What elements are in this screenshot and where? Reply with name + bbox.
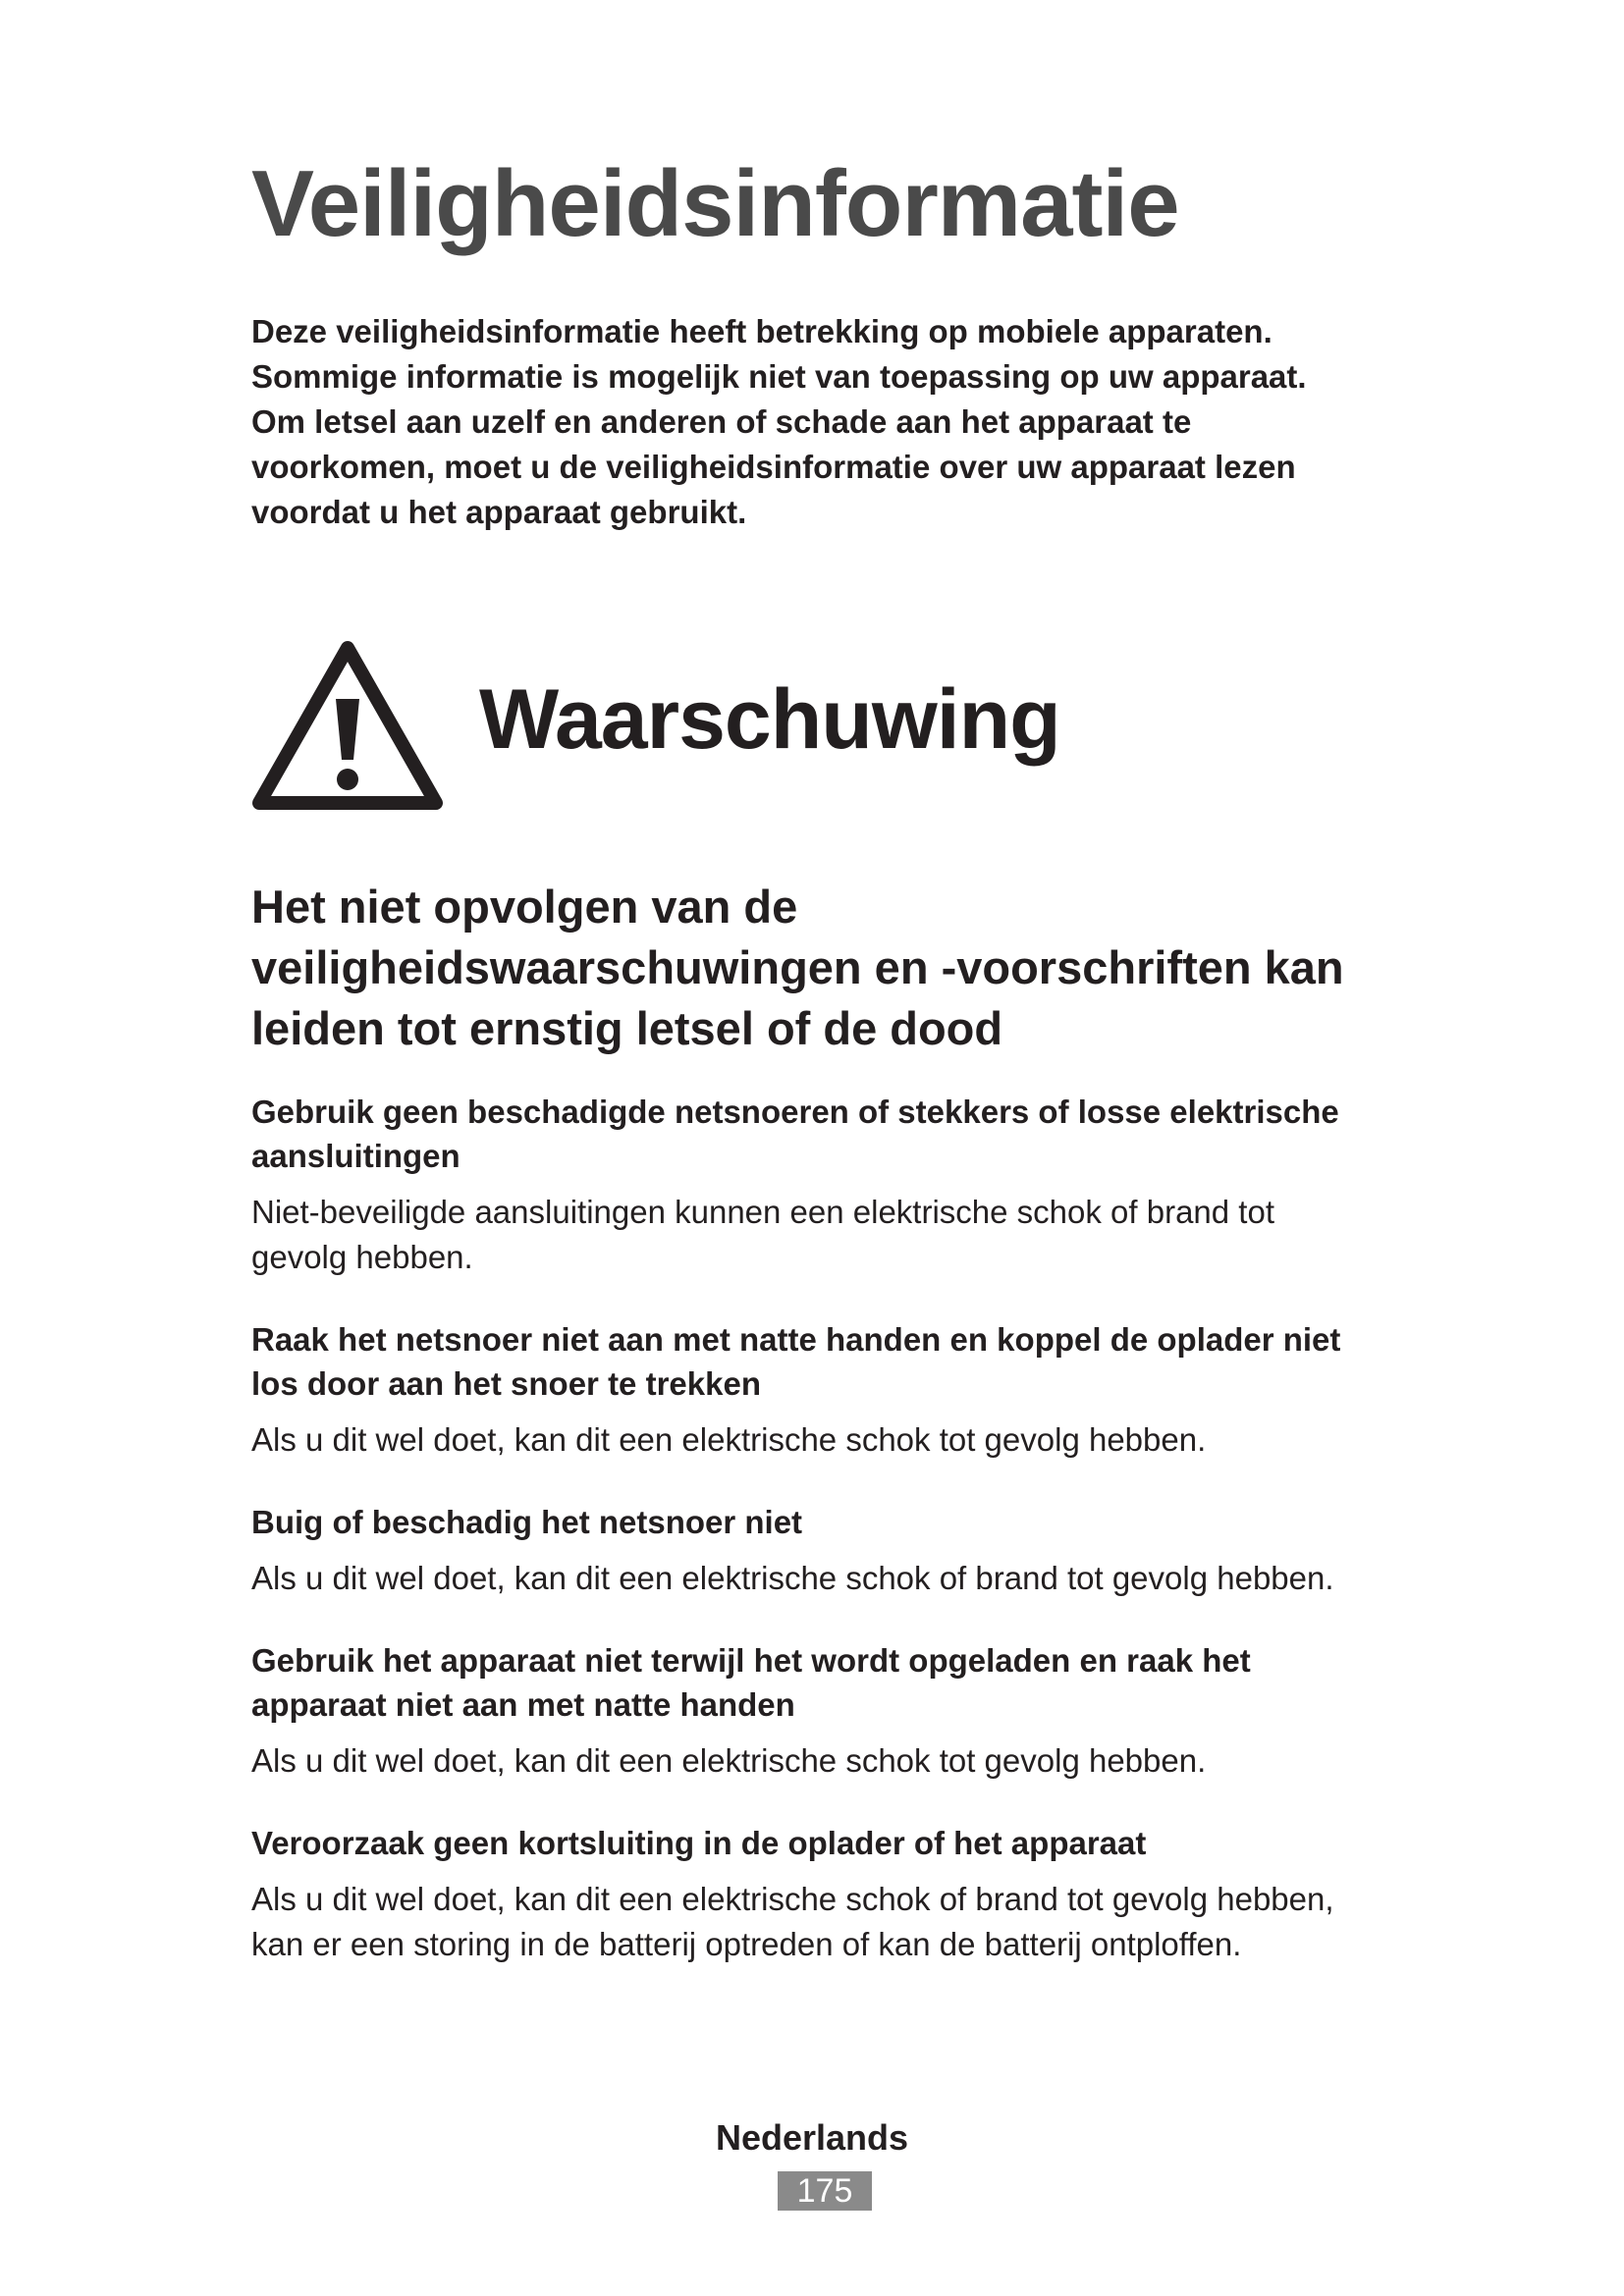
safety-rule bbox=[251, 1821, 1390, 1967]
rule-text bbox=[251, 1556, 1390, 1601]
safety-rules-list bbox=[251, 1090, 1390, 2004]
section-heading-line: veiligheidswaarschuwingen en -voorschriften kan bbox=[251, 941, 1344, 993]
safety-rule bbox=[251, 1090, 1390, 1280]
rule-text-line: Als u dit wel doet, kan dit een elektrische schok tot gevolg hebben. bbox=[251, 1742, 1207, 1779]
safety-rule bbox=[251, 1638, 1390, 1784]
rule-text-line: Als u dit wel doet, kan dit een elektrische schok of brand tot gevolg hebben. bbox=[251, 1560, 1334, 1596]
warning-triangle-icon bbox=[251, 638, 444, 815]
warning-title: Waarschuwing bbox=[479, 672, 1060, 767]
section-heading-line: Het niet opvolgen van de bbox=[251, 881, 798, 933]
intro-line: Deze veiligheidsinformatie heeft betrekking op mobiele apparaten. bbox=[251, 313, 1272, 349]
footer-language: Nederlands bbox=[715, 2117, 909, 2158]
intro-line: Sommige informatie is mogelijk niet van toepassing op uw apparaat. bbox=[251, 358, 1307, 395]
rule-heading bbox=[251, 1090, 1390, 1178]
page-title: Veiligheidsinformatie bbox=[251, 151, 1179, 256]
intro-paragraph bbox=[251, 309, 1361, 535]
rule-heading-line: los door aan het snoer te trekken bbox=[251, 1365, 761, 1402]
rule-text-line: Als u dit wel doet, kan dit een elektrische schok of brand tot gevolg hebben, bbox=[251, 1881, 1334, 1917]
manual-page bbox=[251, 0, 1390, 2296]
rule-text bbox=[251, 1190, 1390, 1280]
rule-heading bbox=[251, 1821, 1390, 1865]
rule-heading-line: apparaat niet aan met natte handen bbox=[251, 1686, 795, 1723]
rule-heading-line: Gebruik geen beschadigde netsnoeren of stekkers of losse elektrische bbox=[251, 1094, 1339, 1130]
rule-heading bbox=[251, 1500, 1390, 1544]
rule-text-line: Als u dit wel doet, kan dit een elektrische schok tot gevolg hebben. bbox=[251, 1421, 1207, 1458]
safety-rule bbox=[251, 1317, 1390, 1463]
rule-heading bbox=[251, 1317, 1390, 1406]
rule-heading-line: Gebruik het apparaat niet terwijl het wordt opgeladen en raak het bbox=[251, 1642, 1251, 1679]
rule-heading-line: Buig of beschadig het netsnoer niet bbox=[251, 1504, 803, 1540]
intro-line: Om letsel aan uzelf en anderen of schade aan het apparaat te bbox=[251, 403, 1192, 440]
safety-rule bbox=[251, 1500, 1390, 1601]
rule-text-line: Niet-beveiligde aansluitingen kunnen een elektrische schok of brand tot bbox=[251, 1194, 1274, 1230]
rule-heading bbox=[251, 1638, 1390, 1727]
rule-text-line: kan er een storing in de batterij optreden of kan de batterij ontploffen. bbox=[251, 1926, 1242, 1962]
rule-text-line: gevolg hebben. bbox=[251, 1239, 473, 1275]
warning-header bbox=[251, 638, 1390, 825]
rule-heading-line: Raak het netsnoer niet aan met natte handen en koppel de oplader niet bbox=[251, 1321, 1341, 1358]
rule-text bbox=[251, 1738, 1390, 1784]
section-heading-line: leiden tot ernstig letsel of de dood bbox=[251, 1002, 1003, 1054]
intro-line: voordat u het apparaat gebruikt. bbox=[251, 494, 747, 530]
rule-heading-line: Veroorzaak geen kortsluiting in de oplader of het apparaat bbox=[251, 1825, 1147, 1861]
rule-text bbox=[251, 1877, 1390, 1967]
rule-heading-line: aansluitingen bbox=[251, 1138, 460, 1174]
section-heading bbox=[251, 877, 1390, 1059]
rule-text bbox=[251, 1417, 1390, 1463]
page-number: 175 bbox=[778, 2171, 872, 2211]
intro-line: voorkomen, moet u de veiligheidsinformatie over uw apparaat lezen bbox=[251, 449, 1296, 485]
